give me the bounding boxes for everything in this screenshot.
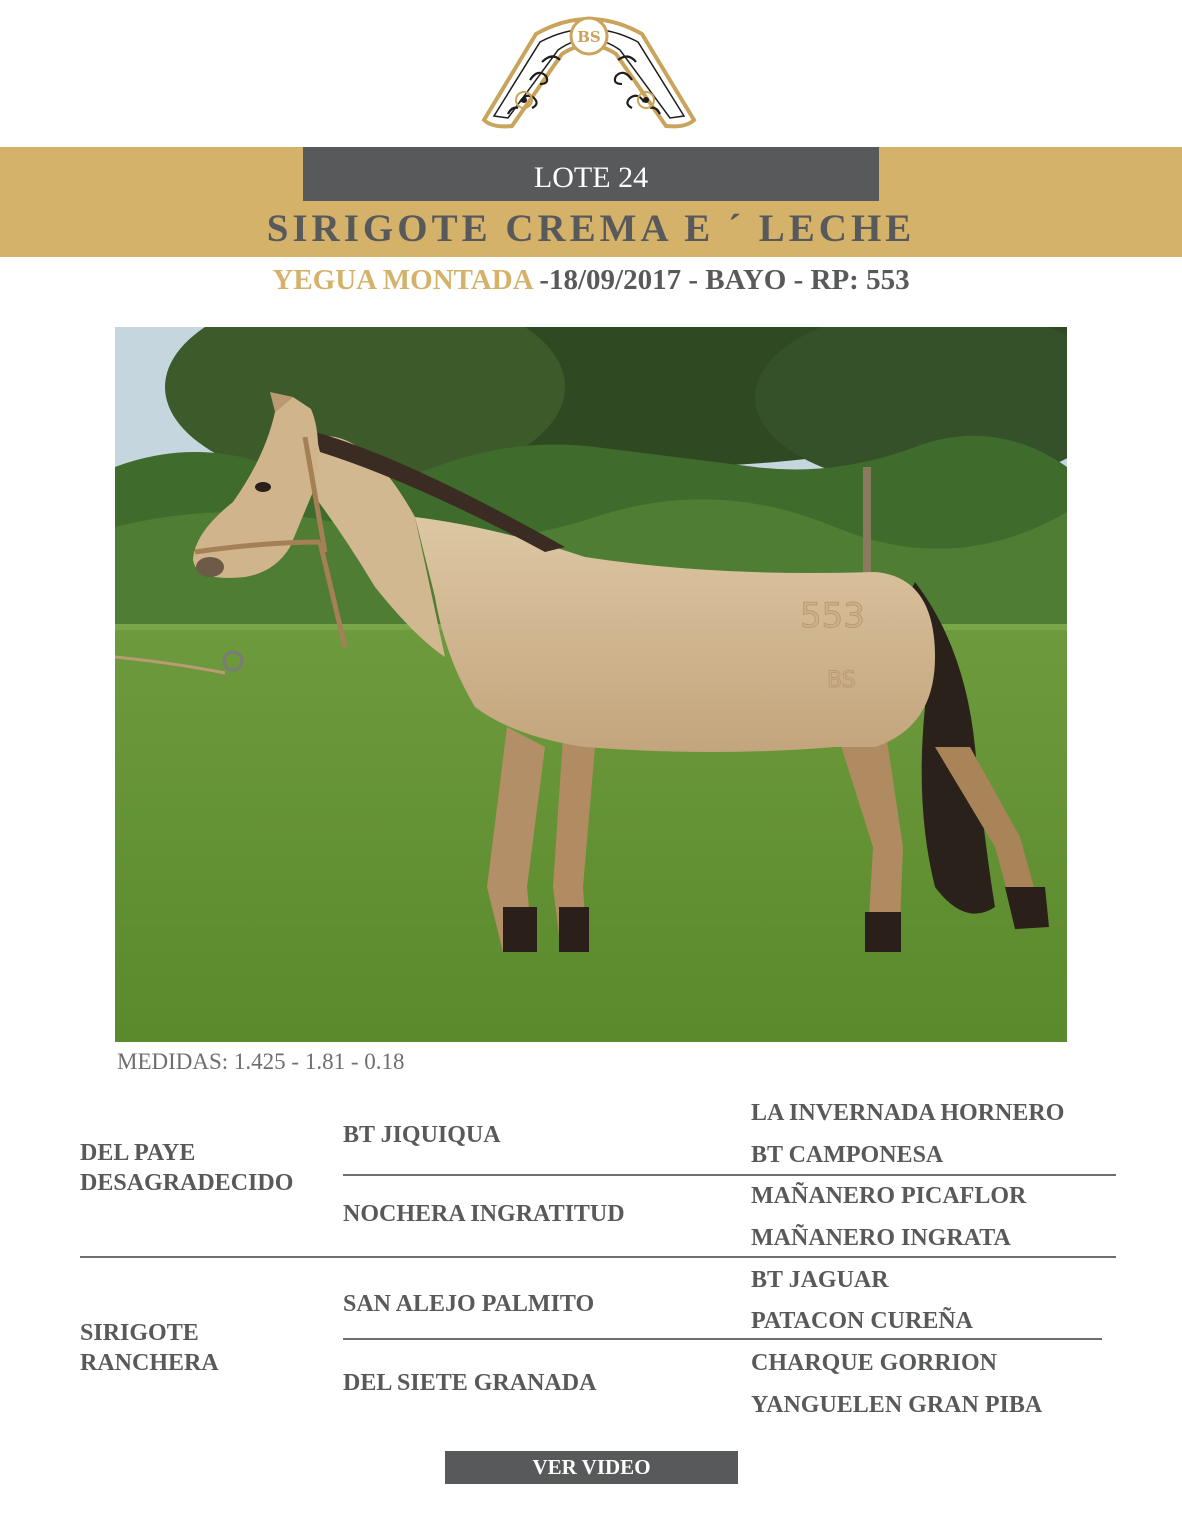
sire-name-line2: DESAGRADECIDO	[80, 1170, 294, 1196]
dam-dam: DEL SIETE GRANADA	[343, 1370, 597, 1396]
brand-mark-number: 553	[800, 596, 865, 636]
measurements: MEDIDAS: 1.425 - 1.81 - 0.18	[117, 1049, 405, 1074]
pedigree-divider	[343, 1338, 1102, 1340]
horse-details: -18/09/2017 - BAYO - RP: 553	[532, 264, 910, 296]
horse-name: SIRIGOTE CREMA E ´ LECHE	[266, 207, 916, 250]
horse-photo	[115, 327, 1067, 1042]
sire-sire: BT JIQUIQUA	[343, 1122, 501, 1148]
sire-name-line1: DEL PAYE	[80, 1140, 196, 1166]
brand-mark-letters: BS	[827, 668, 856, 693]
horse-info	[0, 264, 1182, 297]
horse-category: YEGUA MONTADA	[272, 264, 533, 296]
great-grandparent: BT JAGUAR	[751, 1267, 889, 1293]
logo-letters: BS	[577, 28, 601, 46]
pedigree-divider	[80, 1256, 1116, 1258]
great-grandparent: LA INVERNADA HORNERO	[751, 1100, 1065, 1126]
dam-name-line1: SIRIGOTE	[80, 1320, 199, 1346]
lot-number: LOTE 24	[303, 147, 879, 201]
great-grandparent: YANGUELEN GRAN PIBA	[751, 1392, 1043, 1418]
dam-sire: SAN ALEJO PALMITO	[343, 1291, 595, 1317]
sire-dam: NOCHERA INGRATITUD	[343, 1201, 625, 1227]
watch-video-button[interactable]: VER VIDEO	[445, 1451, 738, 1484]
dam-name-line2: RANCHERA	[80, 1350, 219, 1376]
great-grandparent: MAÑANERO PICAFLOR	[751, 1183, 1027, 1209]
pedigree-divider	[343, 1174, 1116, 1176]
brand-logo	[478, 10, 700, 134]
great-grandparent: PATACON CUREÑA	[751, 1308, 973, 1334]
great-grandparent: BT CAMPONESA	[751, 1142, 944, 1168]
great-grandparent: CHARQUE GORRION	[751, 1350, 998, 1376]
great-grandparent: MAÑANERO INGRATA	[751, 1225, 1011, 1251]
